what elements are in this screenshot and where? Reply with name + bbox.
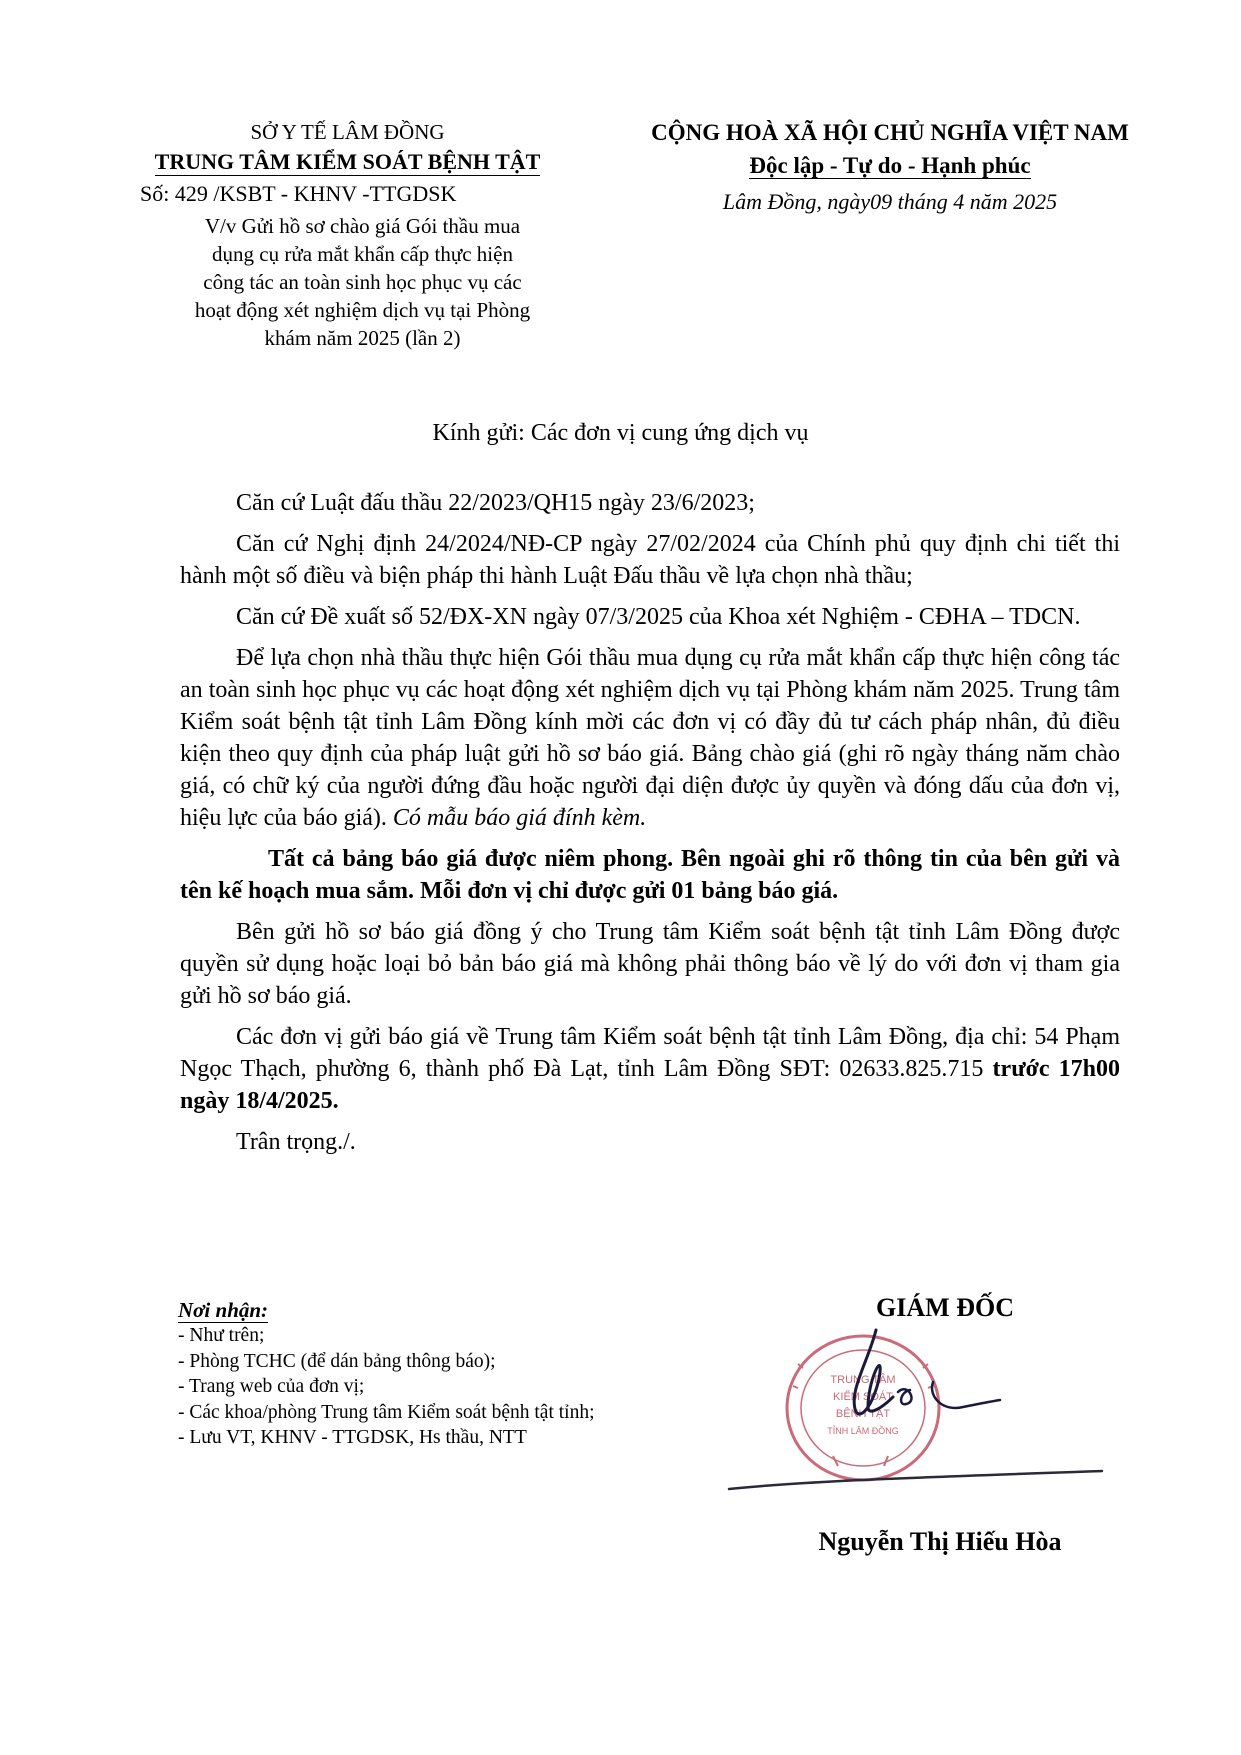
seal-line: KIỂM SOÁT (833, 1391, 893, 1403)
agency-name (120, 146, 575, 178)
submission-text: Các đơn vị gửi báo giá về Trung tâm Kiểm soát bệnh tật tỉnh Lâm Đồng, địa chỉ: 54 Phạm Ngọc Thạch, phường 6, thành phố Đà Lạt, tỉnh Lâm Đồng SĐT: 02633.825.715 (180, 1024, 1120, 1082)
submission-deadline: trước 17h00 ngày 18/4/2025. (180, 1056, 1121, 1114)
paragraph-sealing-rule: Tất cả bảng báo giá được niêm phong. Bên ngoài ghi rõ thông tin của bên gửi và tên kế hoạch mua sắm. Mỗi đơn vị chỉ được gửi 01 bảng báo giá. (180, 846, 1120, 904)
paragraph-legal-basis-3: Căn cứ Đề xuất số 52/ĐX-XN ngày 07/3/2025 của Khoa xét Nghiệm - CĐHA – TDCN. (236, 604, 1081, 630)
place-date: Lâm Đồng, ngày09 tháng 4 năm 2025 (722, 189, 1058, 214)
recipient-item: - Phòng TCHC (để dán bảng thông báo); (178, 1350, 496, 1372)
paragraph-invitation (180, 642, 1120, 834)
seal-line: TRUNG TÂM (830, 1374, 896, 1386)
subject-line: công tác an toàn sinh học phục vụ các (203, 270, 522, 294)
subject-line: hoạt động xét nghiệm dịch vụ tại Phòng (194, 298, 531, 322)
header-left (120, 118, 575, 352)
paragraph-rights: Bên gửi hồ sơ báo giá đồng ý cho Trung tâm Kiểm soát bệnh tật tỉnh Lâm Đồng được quyền sử dụng hoặc loại bỏ bản báo giá mà không phải thông báo về lý do với đơn vị tham gia gửi hồ sơ báo giá. (180, 919, 1120, 1009)
header-right (620, 116, 1160, 220)
invitation-note: Có mẫu báo giá đính kèm. (392, 805, 647, 831)
subject-line: V/v Gửi hồ sơ chào giá Gói thầu mua (204, 214, 521, 238)
letter-body (180, 487, 1120, 1158)
signature-underline (727, 1467, 1107, 1500)
seal-line: BỆNH TẬT (835, 1408, 891, 1420)
document-number: Số: 429 /KSBT - KHNV -TTGDSK (140, 181, 457, 206)
motto-text: Độc lập - Tự do - Hạnh phúc (749, 153, 1031, 178)
signer-title: GIÁM ĐỐC (876, 1293, 1014, 1322)
handwritten-signature (835, 1322, 1008, 1437)
recipient-item: - Các khoa/phòng Trung tâm Kiểm soát bệnh tật tỉnh; (178, 1401, 595, 1423)
recipients-block (178, 1297, 738, 1451)
subject-line: dụng cụ rửa mắt khẩn cấp thực hiện (212, 242, 513, 266)
paragraph-legal-basis-1: Căn cứ Luật đấu thầu 22/2023/QH15 ngày 23/6/2023; (236, 490, 755, 516)
seal-line: TỈNH LÂM ĐỒNG (827, 1426, 899, 1436)
addressee: Kính gửi: Các đơn vị cung ứng dịch vụ (432, 420, 809, 446)
invitation-text: Để lựa chọn nhà thầu thực hiện Gói thầu mua dụng cụ rửa mắt khẩn cấp thực hiện công tác an toàn sinh học phục vụ các hoạt động xét nghiệm dịch vụ tại Phòng khám năm 2025. Trung tâm Kiểm soát bệnh tật tỉnh Lâm Đồng kính mời các đơn vị có đầy đủ tư cách pháp nhân, đủ điều kiện theo quy định của pháp luật gửi hồ sơ báo giá. Bảng chào giá (ghi rõ ngày tháng năm chào giá, có chữ ký của người đứng đầu hoặc người đại diện được ủy quyền và đóng dấu của đơn vị, hiệu lực của báo giá). (180, 645, 1120, 831)
agency-name-text: TRUNG TÂM KIỂM SOÁT BỆNH TẬT (154, 149, 541, 174)
recipient-item: - Trang web của đơn vị; (178, 1376, 365, 1397)
document-subject (120, 212, 575, 352)
motto (620, 149, 1160, 182)
signer-name: Nguyễn Thị Hiếu Hòa (818, 1527, 1062, 1556)
recipient-item: - Lưu VT, KHNV - TTGDSK, Hs thầu, NTT (178, 1427, 527, 1448)
recipient-item: - Như trên; (178, 1325, 265, 1346)
closing: Trân trọng./. (236, 1129, 356, 1155)
country-name: CỘNG HOÀ XÃ HỘI CHỦ NGHĨA VIỆT NAM (651, 120, 1129, 145)
recipients-title-text: Nơi nhận: (178, 1298, 269, 1322)
paragraph-legal-basis-2: Căn cứ Nghị định 24/2024/NĐ-CP ngày 27/02/2024 của Chính phủ quy định chi tiết thi hành một số điều và biện pháp thi hành Luật Đấu thầu về lựa chọn nhà thầu; (180, 531, 1120, 589)
paragraph-submission (180, 1021, 1120, 1117)
signature-stroke (835, 1322, 1008, 1432)
recipients-title (178, 1297, 738, 1323)
subject-line: khám năm 2025 (lần 2) (264, 326, 461, 350)
signature-line (727, 1467, 1107, 1495)
department-name: SỞ Y TẾ LÂM ĐỒNG (250, 120, 445, 144)
